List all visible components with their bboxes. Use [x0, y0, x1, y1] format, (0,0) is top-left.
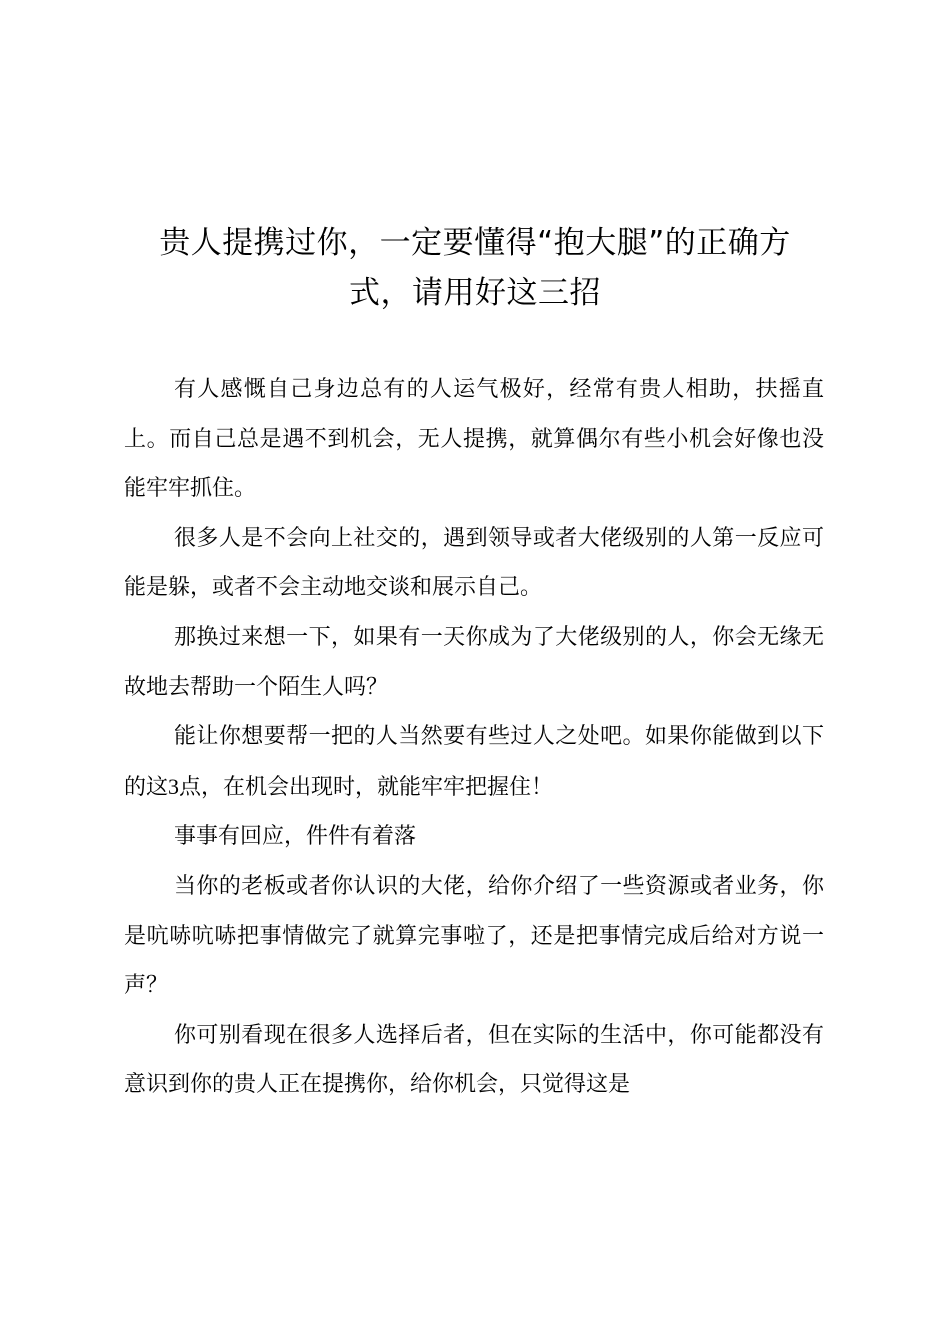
paragraph-1: 有人感慨自己身边总有的人运气极好，经常有贵人相助，扶摇直上。而自己总是遇不到机会，无人提携，就算偶尔有些小机会好像也没能牢牢抓住。	[124, 377, 824, 502]
article-title	[118, 218, 832, 318]
paragraph-7: 你可别看现在很多人选择后者，但在实际的生活中，你可能都没有意识到你的贵人正在提携你，给你机会，只觉得这是	[124, 1022, 824, 1098]
paragraph-4	[124, 712, 824, 812]
paragraph-4-part-2: 点，在机会出现时，就能牢牢把握住！	[179, 774, 554, 800]
paragraph-6: 当你的老板或者你认识的大佬，给你介绍了一些资源或者业务，你是吭哧吭哧把事情做完了就算完事啦了，还是把事情完成后给对方说一声？	[124, 873, 824, 999]
section-heading: 事事有回应，件件有着落	[174, 824, 417, 850]
paragraph-3: 那换过来想一下，如果有一天你成为了大佬级别的人，你会无缘无故地去帮助一个陌生人吗？	[124, 624, 824, 700]
title-line-2: 式，请用好这三招	[349, 275, 601, 311]
paragraph-4-part-1: 能让你想要帮一把的人当然要有些过人之处吧。如果你能做到以下的这	[124, 724, 824, 800]
paragraph-2: 很多人是不会向上社交的，遇到领导或者大佬级别的人第一反应可能是躲，或者不会主动地交谈和展示自己。	[124, 525, 824, 601]
number-three: 3	[168, 773, 180, 799]
title-line-1: 贵人提携过你，一定要懂得“抱大腿”的正确方	[159, 225, 791, 261]
article-body	[124, 365, 824, 1110]
